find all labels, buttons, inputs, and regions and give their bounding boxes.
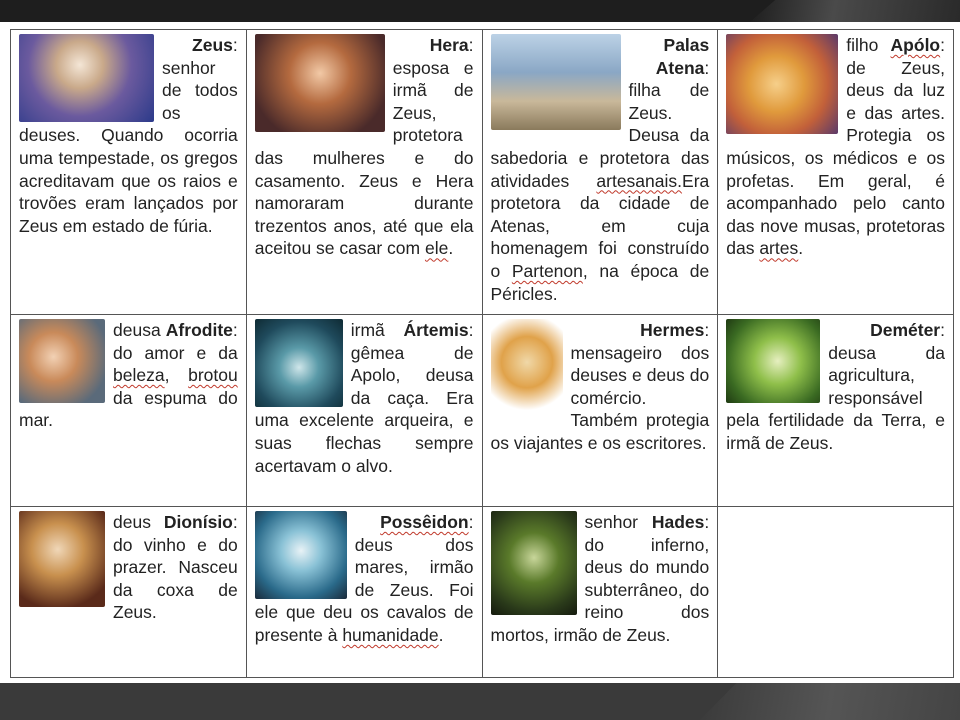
table-row — [11, 315, 954, 507]
top-swoosh — [750, 0, 960, 22]
god-name-hermes: Hermes — [640, 320, 705, 340]
god-name-dionisio: Dionísio — [163, 512, 233, 532]
cell-hermes: Hermes: mensageiro dos deuses e deus do comércio. Também protegia os viajantes e os escritores. — [482, 315, 718, 507]
atena-portrait-image — [491, 34, 621, 130]
hermes-portrait-image — [491, 319, 563, 415]
cell-hera: Hera: esposa e irmã de Zeus, protetora das mulheres e do casamento. Zeus e Hera namoraram durante trezentos anos, até que ela aceitou se casar com ele. — [246, 30, 482, 315]
god-name-afrodite: Afrodite — [165, 320, 233, 340]
cell-empty — [718, 507, 954, 678]
desc-posseidon: deus dos mares, irmão de Zeus. Foi ele que deu os cavalos de presente à humanidade. — [254, 534, 474, 645]
desc-apolo: filho de Zeus, deus da luz e das artes. Protegia os músicos, os médicos e os profetas. Em geral, é acompanhado pelo canto das nove musas, protetoras das artes. — [726, 35, 945, 259]
cell-artemis: Ártemis: irmã gêmea de Apolo, deusa da caça. Era uma excelente arqueira, e suas flechas sempre acertavam o alvo. — [246, 315, 482, 507]
cell-posseidon: Possêidon: deus dos mares, irmão de Zeus. Foi ele que deu os cavalos de presente à humanidade. — [246, 507, 482, 678]
cell-apolo: Apólo: filho de Zeus, deus da luz e das artes. Protegia os músicos, os médicos e os profetas. Em geral, é acompanhado pelo canto das nove musas, protetoras das artes. — [718, 30, 954, 315]
cell-dionisio: Dionísio: deus do vinho e do prazer. Nasceu da coxa de Zeus. — [11, 507, 247, 678]
cell-hades: Hades: senhor do inferno, deus do mundo subterrâneo, do reino dos mortos, irmão de Zeus. — [482, 507, 718, 678]
desc-demeter: deusa da agricultura, responsável pela fertilidade da Terra, e irmã de Zeus. — [726, 342, 945, 453]
demeter-portrait-image — [726, 319, 820, 403]
afrodite-portrait-image — [19, 319, 105, 403]
greek-gods-table — [10, 29, 954, 678]
god-name-hades: Hades — [651, 512, 705, 532]
desc-hades: senhor do inferno, deus do mundo subterrâneo, do reino dos mortos, irmão de Zeus. — [490, 512, 710, 645]
cell-demeter: Deméter: deusa da agricultura, responsável pela fertilidade da Terra, e irmã de Zeus. — [718, 315, 954, 507]
desc-zeus: senhor de todos os deuses. Quando ocorria uma tempestade, os gregos acreditavam que os raios e trovões eram lançados por Zeus em estado de fúria. — [19, 57, 238, 236]
zeus-portrait-image — [19, 34, 154, 122]
desc-hermes: mensageiro dos deuses e deus do comércio. Também protegia os viajantes e os escritores. — [490, 342, 710, 453]
apolo-portrait-image — [726, 34, 838, 134]
god-name-posseidon: Possêidon — [380, 512, 469, 532]
desc-atena: filha de Zeus. Deusa da sabedoria e protetora das atividades artesanais.Era protetora da cidade de Atenas, em cuja homenagem foi construído o Partenon, na época de Péricles. — [490, 80, 710, 304]
posseidon-portrait-image — [255, 511, 347, 599]
cell-zeus: Zeus: senhor de todos os deuses. Quando ocorria uma tempestade, os gregos acreditavam que os raios e trovões eram lançados por Zeus em estado de fúria. — [11, 30, 247, 315]
desc-hera: esposa e irmã de Zeus, protetora das mulheres e do casamento. Zeus e Hera namoraram durante trezentos anos, até que ela aceitou se casar com ele. — [254, 57, 474, 259]
bottom-swoosh — [700, 683, 960, 720]
hades-portrait-image — [491, 511, 577, 615]
slide-top-bar — [0, 0, 960, 22]
desc-dionisio: deus do vinho e do prazer. Nasceu da coxa de Zeus. — [113, 512, 238, 623]
god-name-zeus: Zeus — [192, 35, 233, 55]
hera-portrait-image — [255, 34, 385, 132]
cell-palas-atena: Palas Atena: filha de Zeus. Deusa da sabedoria e protetora das atividades artesanais.Era protetora da cidade de Atenas, em cuja homenagem foi construído o Partenon, na época de Péricles. — [482, 30, 718, 315]
god-name-demeter: Deméter — [870, 320, 941, 340]
slide-bottom-bar — [0, 683, 960, 720]
god-name-apolo: Apólo — [890, 35, 941, 55]
table-row — [11, 30, 954, 315]
artemis-portrait-image — [255, 319, 343, 407]
god-name-artemis: Ártemis — [403, 320, 469, 340]
god-name-hera: Hera — [429, 35, 469, 55]
god-name-atena: Atena — [655, 57, 705, 78]
cell-afrodite: Afrodite: deusa do amor e da beleza, brotou da espuma do mar. — [11, 315, 247, 507]
table-row — [11, 507, 954, 678]
god-name-palas: Palas — [663, 35, 710, 55]
desc-afrodite: deusa do amor e da beleza, brotou da espuma do mar. — [19, 320, 238, 431]
desc-artemis: irmã gêmea de Apolo, deusa da caça. Era uma excelente arqueira, e suas flechas sempre acertavam o alvo. — [254, 320, 474, 476]
dionisio-portrait-image — [19, 511, 105, 607]
